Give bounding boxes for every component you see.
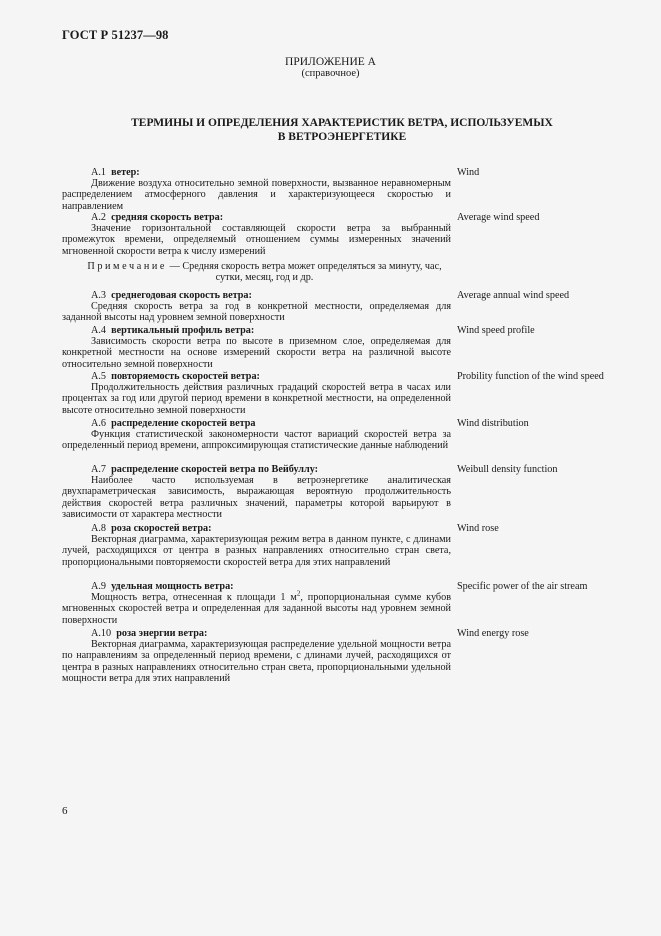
- term-entry-a10: [62, 628, 451, 684]
- term-heading: [62, 628, 451, 639]
- term-entry-a9: [62, 581, 451, 626]
- section-title: [62, 116, 622, 144]
- term-name: роза энергии ветра:: [116, 628, 208, 639]
- term-definition: Функция статистической закономерности частот вариаций скоростей ветра за определенный период времени, аппроксимирующая статистические данные наблюдений: [62, 429, 451, 452]
- term-name: среднегодовая скорость ветра:: [111, 290, 252, 301]
- term-definition: Векторная диаграмма, характеризующая режим ветра в данном пункте, с длинами лучей, расходящихся от центра в разных направлениях относительно стран света, пропорциональными повторяемости скоростей ветра для этих направлений: [62, 534, 451, 568]
- term-name: повторяемость скоростей ветра:: [111, 371, 260, 382]
- term-heading: [62, 581, 451, 592]
- standard-header: ГОСТ Р 51237—98: [62, 28, 169, 42]
- term-entry-a3: [62, 290, 451, 324]
- english-term-a7: Weibull density function: [457, 464, 558, 475]
- appendix-subtitle: (справочное): [301, 68, 360, 79]
- term-entry-a7: [62, 464, 451, 520]
- term-heading: [62, 212, 451, 223]
- term-heading: [62, 371, 451, 382]
- term-entry-a1: [62, 167, 451, 212]
- note-label: Примечание: [87, 260, 168, 272]
- english-term-a8: Wind rose: [457, 523, 499, 534]
- english-term-a5: Probility function of the wind speed: [457, 371, 604, 382]
- section-title-line1: ТЕРМИНЫ И ОПРЕДЕЛЕНИЯ ХАРАКТЕРИСТИК ВЕТРА, ИСПОЛЬЗУЕМЫХ: [131, 117, 553, 129]
- english-term-a2: Average wind speed: [457, 212, 540, 223]
- english-term-a1: Wind: [457, 167, 480, 178]
- term-note: [62, 261, 451, 283]
- term-name: удельная мощность ветра:: [111, 581, 234, 592]
- term-definition: Движение воздуха относительно земной поверхности, вызванное неравномерным распределением атмосферного давления и характеризующееся скоростью и направлением: [62, 178, 451, 212]
- term-number: А.5: [91, 371, 106, 382]
- page-number: 6: [62, 805, 68, 817]
- note-text: — Средняя скорость ветра может определяться за минуту, час, сутки, месяц, год и др.: [169, 260, 442, 284]
- english-term-a10: Wind energy rose: [457, 628, 529, 639]
- term-number: А.10: [91, 628, 112, 639]
- term-number: А.4: [91, 325, 106, 336]
- term-number: А.3: [91, 290, 106, 301]
- term-name: вертикальный профиль ветра:: [111, 325, 255, 336]
- term-definition: Векторная диаграмма, характеризующая распределение удельной мощности ветра по направлениям за определенный период времени, с длинами лучей, расходящихся от центра в разных направлениях относительно стран света, пропорциональными удельной мощности ветра для этих направлений: [62, 639, 451, 684]
- term-heading: [62, 325, 451, 336]
- english-term-a6: Wind distribution: [457, 418, 529, 429]
- term-definition: Продолжительность действия различных градаций скоростей ветра в часах или процентах за год или другой период времени в конкретной местности, на определенной высоте относительно земной поверхности: [62, 382, 451, 416]
- term-entry-a6: [62, 418, 451, 452]
- term-heading: [62, 464, 451, 475]
- term-name: средняя скорость ветра:: [111, 212, 224, 223]
- term-entry-a4: [62, 325, 451, 370]
- english-term-a9: Specific power of the air stream: [457, 581, 588, 592]
- term-definition: Зависимость скорости ветра по высоте в приземном слое, определяемая для конкретной местности на основе измерений скорости ветра на различной высоте относительно земной поверхности: [62, 336, 451, 370]
- section-title-line2: В ВЕТРОЭНЕРГЕТИКЕ: [277, 131, 407, 143]
- english-term-a4: Wind speed profile: [457, 325, 535, 336]
- term-heading: [62, 418, 451, 429]
- term-name: распределение скоростей ветра: [111, 418, 256, 429]
- term-heading: [62, 290, 451, 301]
- term-number: А.1: [91, 167, 106, 178]
- term-number: А.6: [91, 418, 106, 429]
- term-number: А.7: [91, 464, 106, 475]
- appendix-title: ПРИЛОЖЕНИЕ А: [285, 56, 376, 68]
- term-definition: Средняя скорость ветра за год в конкретной местности, определяемая для заданной высоты над уровнем земной поверхности: [62, 301, 451, 324]
- term-heading: [62, 523, 451, 534]
- term-entry-a8: [62, 523, 451, 568]
- term-name: распределение скоростей ветра по Вейбуллу:: [111, 464, 319, 475]
- term-number: А.8: [91, 523, 106, 534]
- english-term-a3: Average annual wind speed: [457, 290, 570, 301]
- term-number: А.9: [91, 581, 106, 592]
- term-name: ветер:: [111, 167, 140, 178]
- term-definition: Наиболее часто используемая в ветроэнергетике аналитическая двухпараметрическая зависимость, выражающая вероятную продолжительность действия скоростей ветра различных значений, параметры которой варьируют в зависимости от характера местности: [62, 475, 451, 520]
- term-heading: [62, 167, 451, 178]
- term-entry-a2: [62, 212, 451, 287]
- term-name: роза скоростей ветра:: [111, 523, 212, 534]
- term-entry-a5: [62, 371, 451, 416]
- term-definition: Значение горизонтальной составляющей скорости ветра за выбранный промежуток времени, определяемый отношением суммы измеренных значений мгновенной скорости ветра к числу измерений: [62, 223, 451, 257]
- term-definition: Мощность ветра, отнесенная к площади 1 $м^2$, пропорциональная сумме кубов мгновенных скоростей ветра и определенная для заданной высоты над уровнем земной поверхности: [62, 589, 451, 626]
- term-number: А.2: [91, 212, 106, 223]
